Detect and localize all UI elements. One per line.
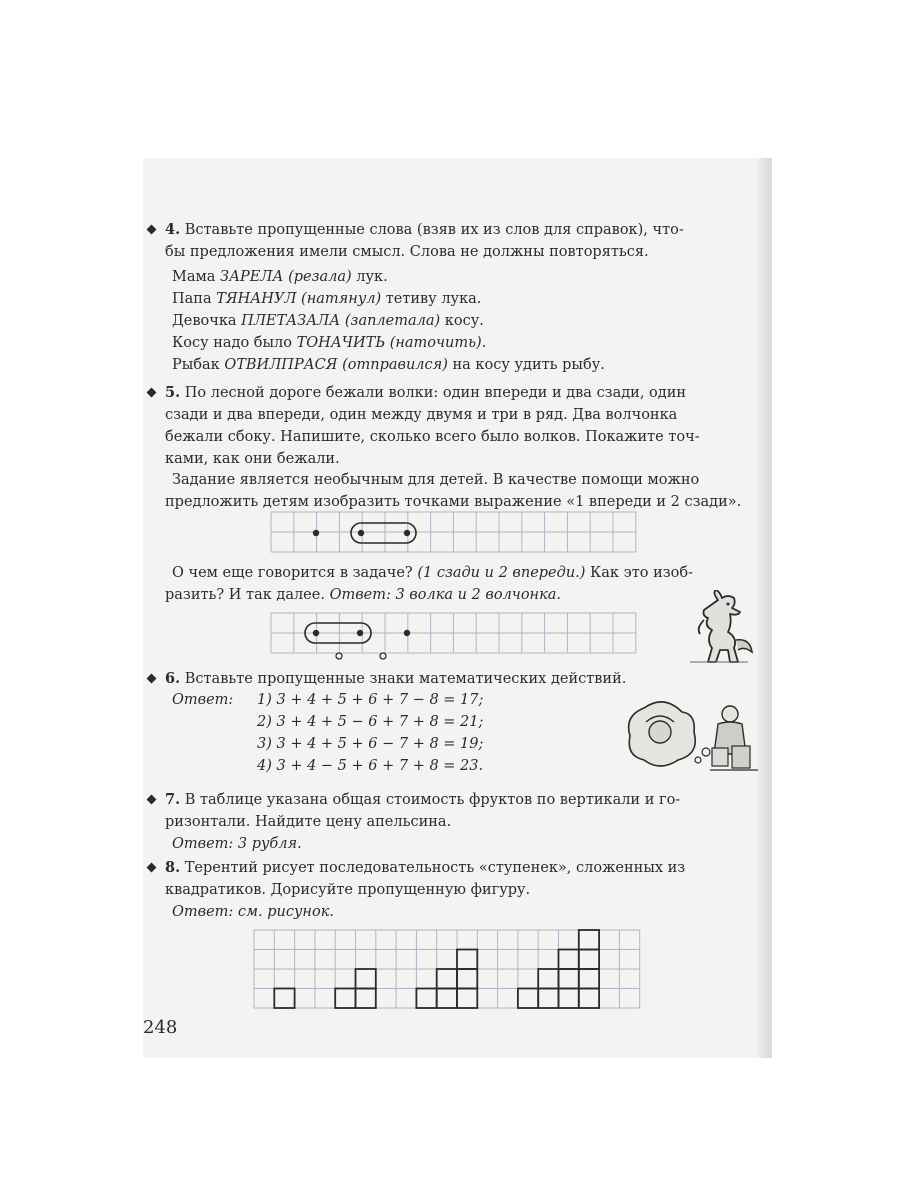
- task5-line3: бежали сбоку. Напишите, сколько всего было волков. Покажите точ-: [165, 429, 700, 445]
- question-text: О чем еще говорится в задаче?: [172, 565, 418, 581]
- task4-sentence-3: [172, 311, 484, 331]
- task4-line2: бы предложения имели смысл. Слова не должны повторяться.: [165, 244, 649, 260]
- sentence-text: Мама: [172, 269, 221, 285]
- stair-square: [518, 989, 538, 1009]
- sentence-text: лук.: [351, 269, 388, 285]
- cub-dot: [380, 653, 386, 659]
- task5-answer: Ответ: 3 волка и 2 волчонка.: [329, 587, 562, 603]
- answer-word: (резала): [283, 269, 352, 285]
- task5-note-2: предложить детям изобразить точками выражение «1 впереди и 2 сзади».: [165, 494, 742, 510]
- task4-text-1: Вставьте пропущенные слова (взяв их из слов для справок), что-: [184, 222, 684, 238]
- dot-grid-1: [270, 511, 640, 553]
- task5-line2: сзади и два впереди, один между двумя и три в ряд. Два волчонка: [165, 407, 678, 423]
- task4-sentence-4: [172, 333, 486, 353]
- task8-line1: [165, 858, 685, 878]
- stair-square: [356, 969, 376, 989]
- task5-line1: [165, 383, 686, 403]
- stair-square: [559, 969, 579, 989]
- stair-square: [416, 989, 436, 1009]
- scrambled-word: ЗАРЕЛА: [220, 269, 284, 285]
- task4-line1: [165, 220, 684, 240]
- grid-lines: [271, 613, 636, 653]
- task6-line1: [165, 669, 626, 689]
- task6-answer-3: 3) 3 + 4 + 5 + 6 − 7 + 8 = 19;: [257, 736, 484, 752]
- wolf-dot: [357, 630, 363, 636]
- task4-number: 4.: [165, 221, 181, 238]
- task5-text-1: По лесной дороге бежали волки: один впереди и два сзади, один: [184, 385, 687, 401]
- wolf-dot: [358, 530, 364, 536]
- wolf-dot: [404, 530, 410, 536]
- sentence-text: Девочка: [172, 313, 242, 329]
- scrambled-word: ТОНАЧИТЬ: [296, 335, 386, 351]
- scrambled-word: ОТВИЛПРАСЯ: [224, 357, 338, 373]
- dot-grid-2: [270, 612, 640, 662]
- cub-dot: [336, 653, 342, 659]
- task7-line1: [165, 790, 680, 810]
- sentence-text: косу.: [440, 313, 484, 329]
- answer-word: (отправился): [337, 357, 448, 373]
- question-text: разить? И так далее.: [165, 587, 330, 603]
- task5-line4: ками, как они бежали.: [165, 451, 340, 467]
- stair-square: [335, 989, 355, 1009]
- page-number: 248: [143, 1017, 178, 1038]
- stair-square: [457, 969, 477, 989]
- task7-number: 7.: [165, 791, 181, 808]
- stair-square: [356, 989, 376, 1009]
- stair-square: [538, 989, 558, 1009]
- stair-square: [559, 989, 579, 1009]
- stair-square: [538, 969, 558, 989]
- stair-square: [559, 950, 579, 970]
- task8-text-1: Терентий рисует последовательность «ступенек», сложенных из: [184, 860, 686, 876]
- stair-square: [437, 989, 457, 1009]
- wolf-dot: [313, 530, 319, 536]
- stair-square: [274, 989, 294, 1009]
- task8-answer: Ответ: см. рисунок.: [172, 904, 334, 920]
- stair-square: [457, 989, 477, 1009]
- sentence-text: Косу надо было: [172, 335, 297, 351]
- stair-square: [579, 950, 599, 970]
- answer-word: (наточить).: [385, 335, 487, 351]
- task6-text: Вставьте пропущенные знаки математических действий.: [184, 671, 627, 687]
- wolf-illustration: [690, 590, 760, 665]
- task8-line2: квадратиков. Дорисуйте пропущенную фигуру.: [165, 882, 531, 898]
- task5-note-1: Задание является необычным для детей. В качестве помощи можно: [172, 472, 700, 488]
- task8-number: 8.: [165, 859, 181, 876]
- stair-square: [579, 989, 599, 1009]
- scrambled-word: ПЛЕТАЗАЛА: [241, 313, 341, 329]
- task7-text-1: В таблице указана общая стоимость фруктов по вертикали и го-: [184, 792, 681, 808]
- stair-square: [457, 950, 477, 970]
- task4-sentence-1: [172, 267, 388, 287]
- answer-word: (заплетала): [340, 313, 441, 329]
- page-edge-shadow: [758, 158, 772, 1058]
- sentence-text: Рыбак: [172, 357, 225, 373]
- task4-sentence-5: [172, 355, 605, 375]
- staircase-grid: [252, 928, 648, 1012]
- stair-square: [579, 969, 599, 989]
- question-text: Как это изоб-: [585, 565, 693, 581]
- sentence-text: на косу удить рыбу.: [447, 357, 605, 373]
- wolf-dot: [313, 630, 319, 636]
- grid-lines: [271, 512, 636, 552]
- sentence-text: тетиву лука.: [381, 291, 482, 307]
- task5-number: 5.: [165, 384, 181, 401]
- task4-sentence-2: [172, 289, 481, 309]
- sentence-text: Папа: [172, 291, 217, 307]
- task5-question-1: [172, 563, 693, 583]
- wolf-dot: [404, 630, 410, 636]
- task6-answer-label: Ответ:: [172, 692, 234, 708]
- task5-question-2: [165, 585, 561, 605]
- task7-line2: ризонтали. Найдите цену апельсина.: [165, 814, 452, 830]
- question-hint: (1 сзади и 2 впереди.): [417, 565, 586, 581]
- task7-answer: Ответ: 3 рубля.: [172, 836, 302, 852]
- stair-square: [579, 930, 599, 950]
- scrambled-word: ТЯНАНУЛ: [216, 291, 297, 307]
- task6-number: 6.: [165, 670, 181, 687]
- stair-square: [437, 969, 457, 989]
- kids-illustration: [622, 696, 762, 774]
- task6-answer-2: 2) 3 + 4 + 5 − 6 + 7 + 8 = 21;: [257, 714, 484, 730]
- task6-answer-4: 4) 3 + 4 − 5 + 6 + 7 + 8 = 23.: [257, 758, 484, 774]
- answer-word: (натянул): [296, 291, 382, 307]
- task6-answer-1: 1) 3 + 4 + 5 + 6 + 7 − 8 = 17;: [257, 692, 484, 708]
